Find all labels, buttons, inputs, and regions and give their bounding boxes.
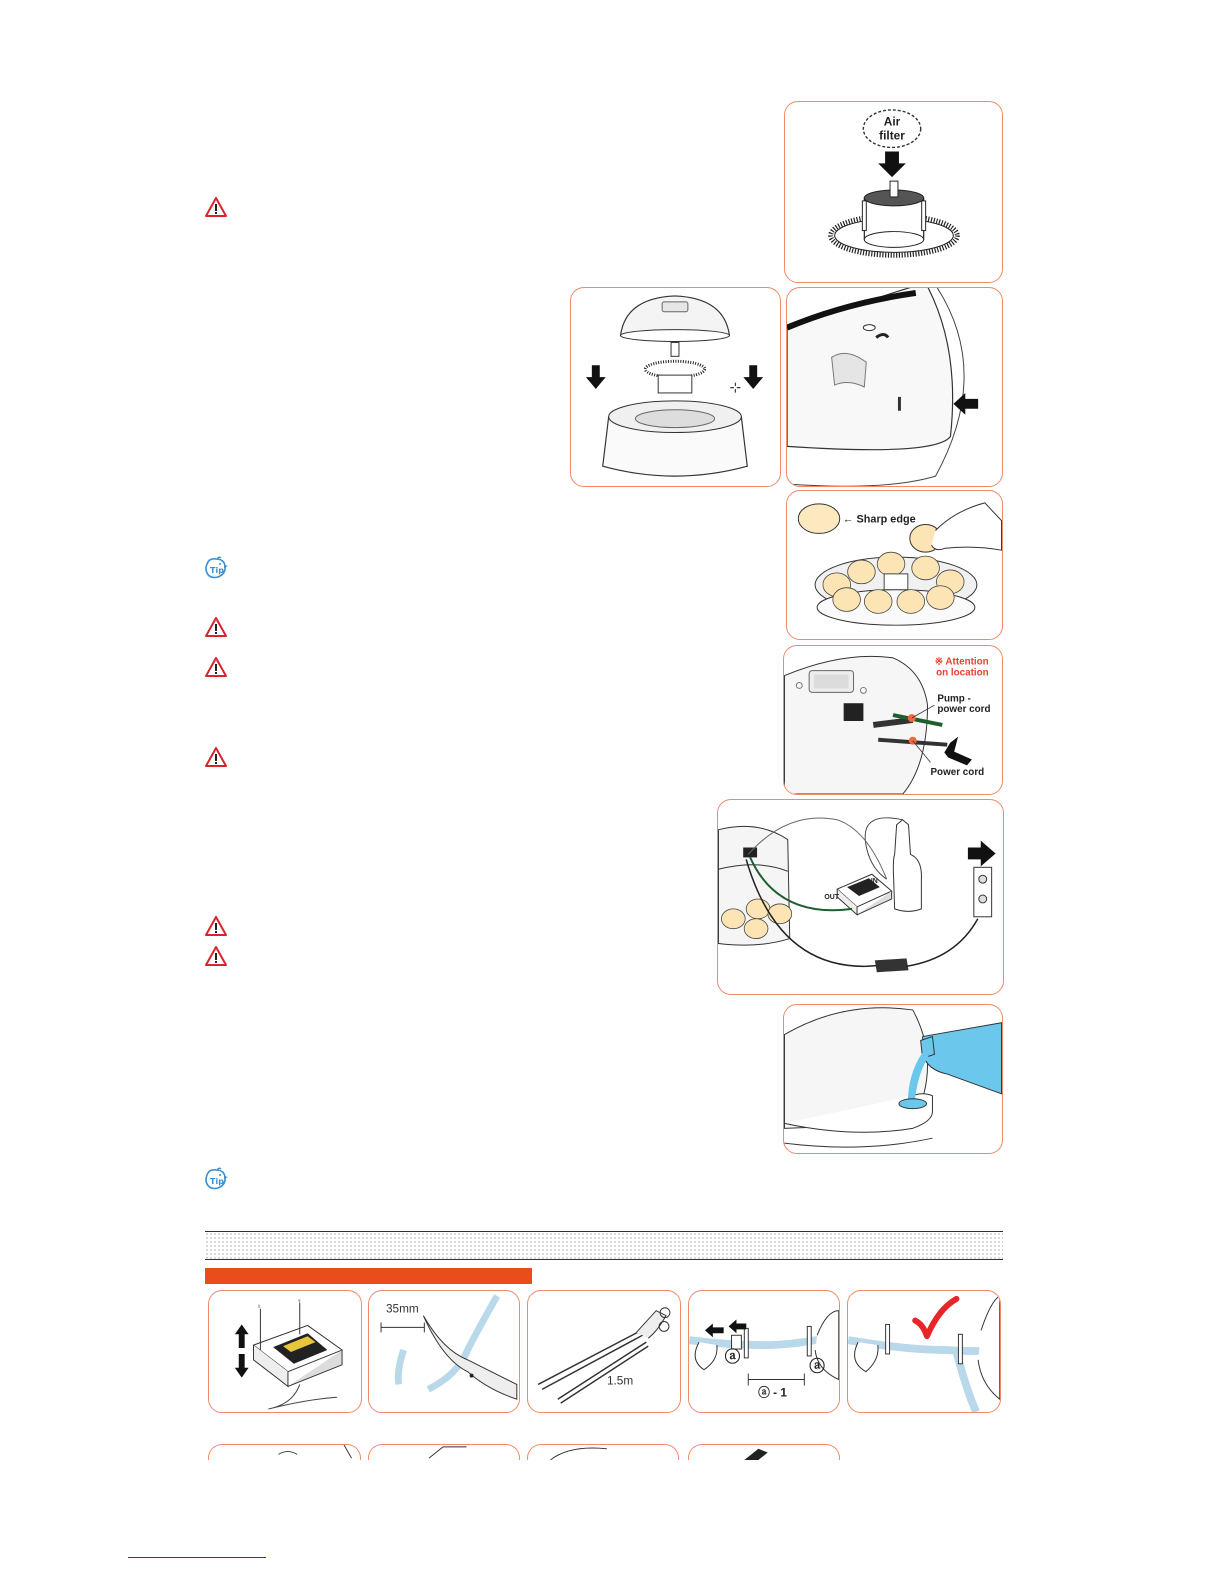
figure-lid-closeup bbox=[786, 287, 1003, 487]
warning-icon bbox=[204, 196, 228, 218]
svg-text:Tip: Tip bbox=[210, 566, 224, 575]
figure-tube-cut bbox=[368, 1290, 520, 1413]
tip-icon bbox=[203, 556, 229, 580]
arrow-down-icon bbox=[878, 151, 906, 177]
svg-text:♀: ♀ bbox=[296, 1297, 302, 1305]
arrow-down-icon bbox=[235, 1354, 249, 1378]
attention-label-2: on location bbox=[936, 667, 989, 679]
warning-icon bbox=[204, 746, 228, 768]
arrow-left-icon bbox=[953, 393, 978, 415]
sharp-edge-label: ← Sharp edge bbox=[842, 513, 916, 526]
air-filter-label-1: Air bbox=[883, 114, 901, 129]
svg-text:♀: ♀ bbox=[256, 1303, 262, 1311]
arrow-right-icon bbox=[968, 841, 996, 867]
warning-icon bbox=[204, 915, 228, 937]
footer-rule bbox=[128, 1557, 266, 1558]
figure-row2-1 bbox=[208, 1444, 361, 1460]
tube-cut-length: 35mm bbox=[385, 1301, 419, 1316]
figure-row2-4 bbox=[688, 1444, 840, 1460]
pump-cord-label-2: power cord bbox=[937, 704, 991, 716]
tip-icon bbox=[203, 1167, 229, 1191]
svg-text:Tip: Tip bbox=[210, 1177, 224, 1186]
svg-text:⊹: ⊹ bbox=[729, 378, 742, 395]
join-marker-a: ⓐ bbox=[724, 1348, 741, 1366]
section-divider bbox=[205, 1231, 1003, 1260]
figure-air-filter bbox=[784, 101, 1003, 283]
figure-tube-join bbox=[688, 1290, 840, 1413]
tube-long-length: 1.5m bbox=[606, 1373, 634, 1388]
figure-exploded-assembly bbox=[570, 287, 781, 487]
attention-label-1: ※ Attention bbox=[934, 656, 989, 668]
join-measure: ⓐ - 1 bbox=[758, 1385, 787, 1400]
figure-tube-long bbox=[527, 1290, 681, 1413]
warning-icon bbox=[204, 945, 228, 967]
pump-in-label: IN bbox=[870, 878, 878, 886]
pump-out-label: OUT bbox=[824, 893, 839, 901]
figure-eggs-placement bbox=[786, 490, 1003, 640]
figure-row2-3 bbox=[527, 1444, 679, 1460]
warning-icon bbox=[204, 616, 228, 638]
check-mark-icon bbox=[915, 1299, 956, 1336]
warning-icon bbox=[204, 656, 228, 678]
figure-row2-2 bbox=[368, 1444, 520, 1460]
arrow-down-icon bbox=[743, 365, 763, 389]
arrow-left-icon bbox=[705, 1323, 724, 1337]
figure-pump-box bbox=[208, 1290, 362, 1413]
arrow-up-icon bbox=[235, 1324, 249, 1348]
figure-cord-connection bbox=[783, 645, 1003, 795]
figure-pump-setup bbox=[717, 799, 1004, 995]
power-cord-label: Power cord bbox=[930, 767, 985, 779]
section-heading-bar bbox=[205, 1268, 532, 1284]
figure-water-fill bbox=[783, 1004, 1003, 1154]
join-marker-b: ⓐ bbox=[809, 1358, 825, 1376]
arrow-down-icon bbox=[586, 365, 606, 389]
figure-tube-done bbox=[847, 1290, 1001, 1413]
air-filter-label-2: filter bbox=[879, 128, 905, 143]
arrow-icon bbox=[944, 737, 972, 766]
pump-cord-label-1: Pump - bbox=[937, 693, 971, 705]
arrow-right-icon bbox=[729, 1320, 747, 1334]
